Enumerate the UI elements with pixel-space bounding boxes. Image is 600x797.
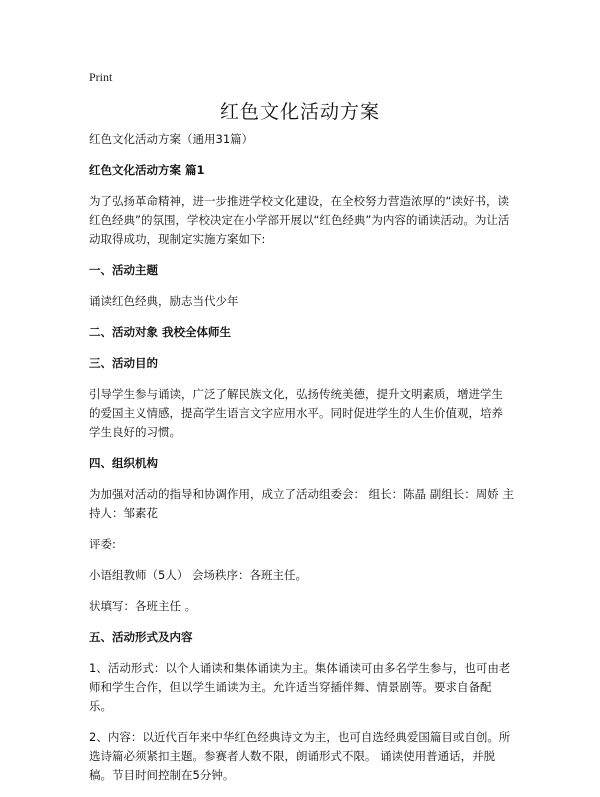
document-body	[89, 130, 514, 797]
part-heading: 红色文化活动方案 篇1	[89, 163, 205, 177]
section-heading-purpose: 三、活动目的	[89, 356, 158, 370]
section-heading-format: 五、活动形式及内容	[89, 630, 193, 644]
fill-paragraph: 状填写：各班主任 。	[89, 599, 197, 613]
intro-paragraph: 为了弘扬革命精神，进一步推进学校文化建设，在全校努力营造浓厚的“读好书，读红色经典”的氛围，学校决定在小学部开展以“红色经典”为内容的诵读活动。为让活动取得成功，现制定实施方案如下:	[89, 194, 510, 246]
section-heading-theme: 一、活动主题	[89, 263, 158, 277]
organization-paragraph: 为加强对活动的指导和协调作用，成立了活动组委会： 组长：陈晶 副组长：周娇 主持人：邹素花	[89, 487, 514, 520]
format-item-1: 1、活动形式：以个人诵读和集体诵读为主。集体诵读可由多名学生参与，也可由老师和学生合作，但以学生诵读为主。允许适当穿插伴舞、情景剧等。要求自备配乐。	[89, 661, 511, 713]
staff-paragraph: 小语组教师（5人） 会场秩序：各班主任。	[89, 568, 307, 582]
page-title: 红色文化活动方案	[219, 101, 380, 123]
print-link[interactable]: Print	[89, 70, 113, 84]
judges-paragraph: 评委:	[89, 537, 116, 551]
section-heading-organization: 四、组织机构	[89, 456, 158, 470]
format-item-2: 2、内容：以近代百年来中华红色经典诗文为主，也可自选经典爱国篇目或自创。所选诗篇必须紧扣主题。参赛者人数不限，朗诵形式不限。 诵读使用普通话，并脱稿。节目时间控制在5分钟。	[89, 730, 511, 782]
purpose-paragraph: 引导学生参与诵读，广泛了解民族文化，弘扬传统美德，提升文明素质，增进学生的爱国主义情感，提高学生语言文字应用水平。同时促进学生的人生价值观，培养学生良好的习惯。	[89, 387, 503, 439]
theme-paragraph: 诵读红色经典，励志当代少年	[89, 294, 239, 308]
document-subtitle: 红色文化活动方案（通用31篇）	[89, 132, 254, 146]
section-heading-audience: 二、活动对象 我校全体师生	[89, 325, 232, 339]
